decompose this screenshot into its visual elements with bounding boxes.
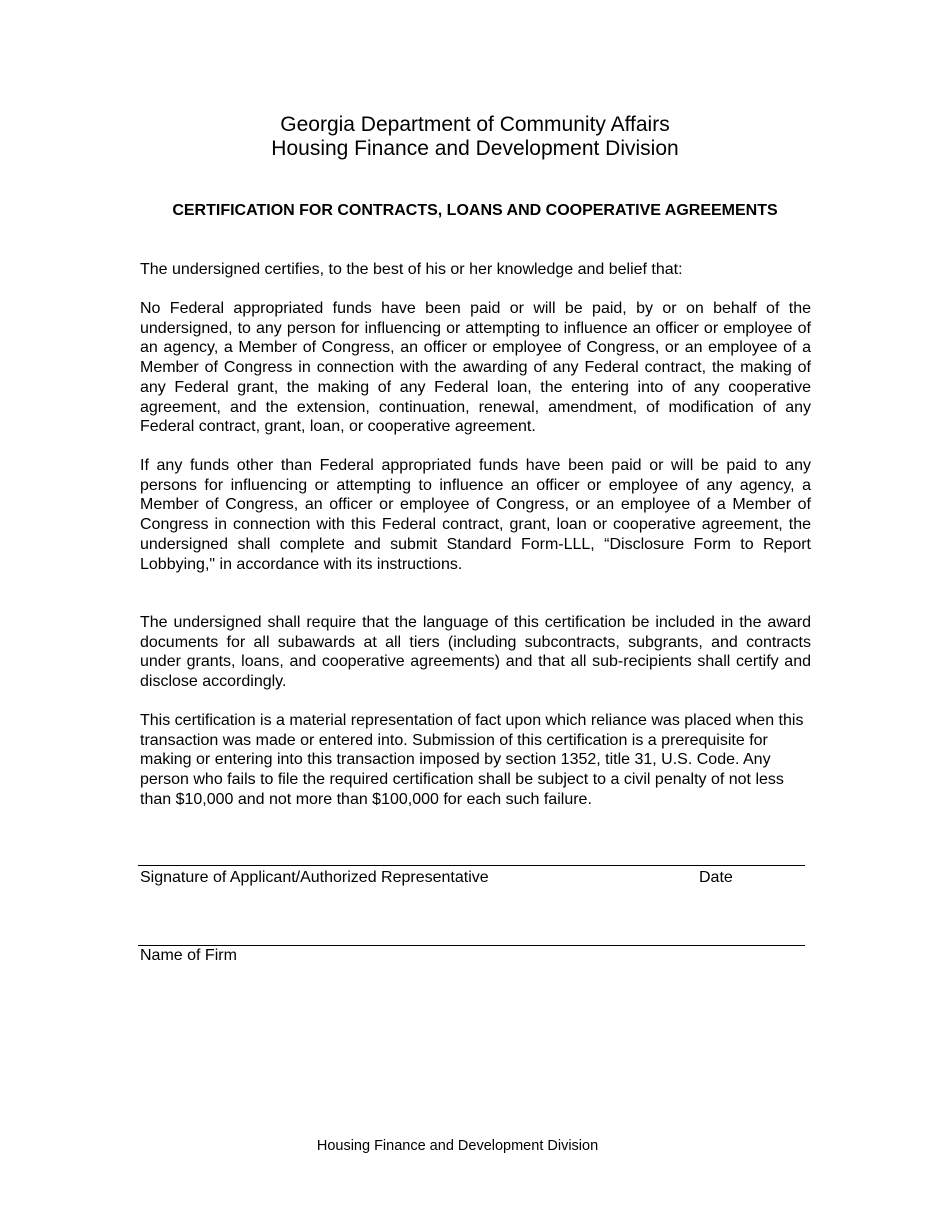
date-label: Date: [699, 869, 733, 886]
paragraph-material-representation: This certification is a material representation of fact upon which reliance was placed when this transaction was made or entered into. Submission of this certification is a prerequisite for making or entering into this transaction imposed by section 1352, title 31, U.S. Code. Any person who fails to file the required certification shall be subject to a civil penalty of not less than $10,000 and not more than $100,000 for each such failure.: [140, 712, 804, 808]
firm-name-line[interactable]: [138, 945, 805, 946]
paragraph-federal-funds: No Federal appropriated funds have been paid or will be paid, by or on behalf of the undersigned, to any person for influencing or attempting to influence an officer or employee of an agency, a Member of Congress, an officer or employee of Congress, or an employee of a Member of Congress in connection with the awarding of any Federal contract, the making of any Federal grant, the making of any Federal loan, the entering into of any cooperative agreement, and the extension, continuation, renewal, amendment, of modification of any Federal contract, grant, loan, or cooperative agreement.: [140, 300, 811, 436]
paragraph-subawards: The undersigned shall require that the language of this certification be included in the award documents for all subawards at all tiers (including subcontracts, subgrants, and contracts under grants, loans, and cooperative agreements) and that all sub-recipients shall certify and disclose accordingly.: [140, 614, 811, 691]
page-footer: Housing Finance and Development Division: [316, 1138, 599, 1154]
intro-statement: The undersigned certifies, to the best of his or her knowledge and belief that:: [140, 261, 683, 278]
signature-line[interactable]: [138, 865, 805, 866]
paragraph-other-funds: If any funds other than Federal appropriated funds have been paid or will be paid to any persons for influencing or attempting to influence an officer or employee of any agency, a Member of Congress, an officer or employee of Congress, or an employee of a Member of Congress in connection with this Federal contract, grant, loan or cooperative agreement, the undersigned shall complete and submit Standard Form-LLL, “Disclosure Form to Report Lobbying," in accordance with its instructions.: [140, 457, 811, 573]
document-title: CERTIFICATION FOR CONTRACTS, LOANS AND COOPERATIVE AGREEMENTS: [172, 202, 778, 219]
division-name: Housing Finance and Development Division: [271, 137, 679, 160]
signature-label: Signature of Applicant/Authorized Representative: [140, 869, 489, 886]
agency-name: Georgia Department of Community Affairs: [280, 113, 670, 136]
firm-name-label: Name of Firm: [140, 947, 237, 964]
